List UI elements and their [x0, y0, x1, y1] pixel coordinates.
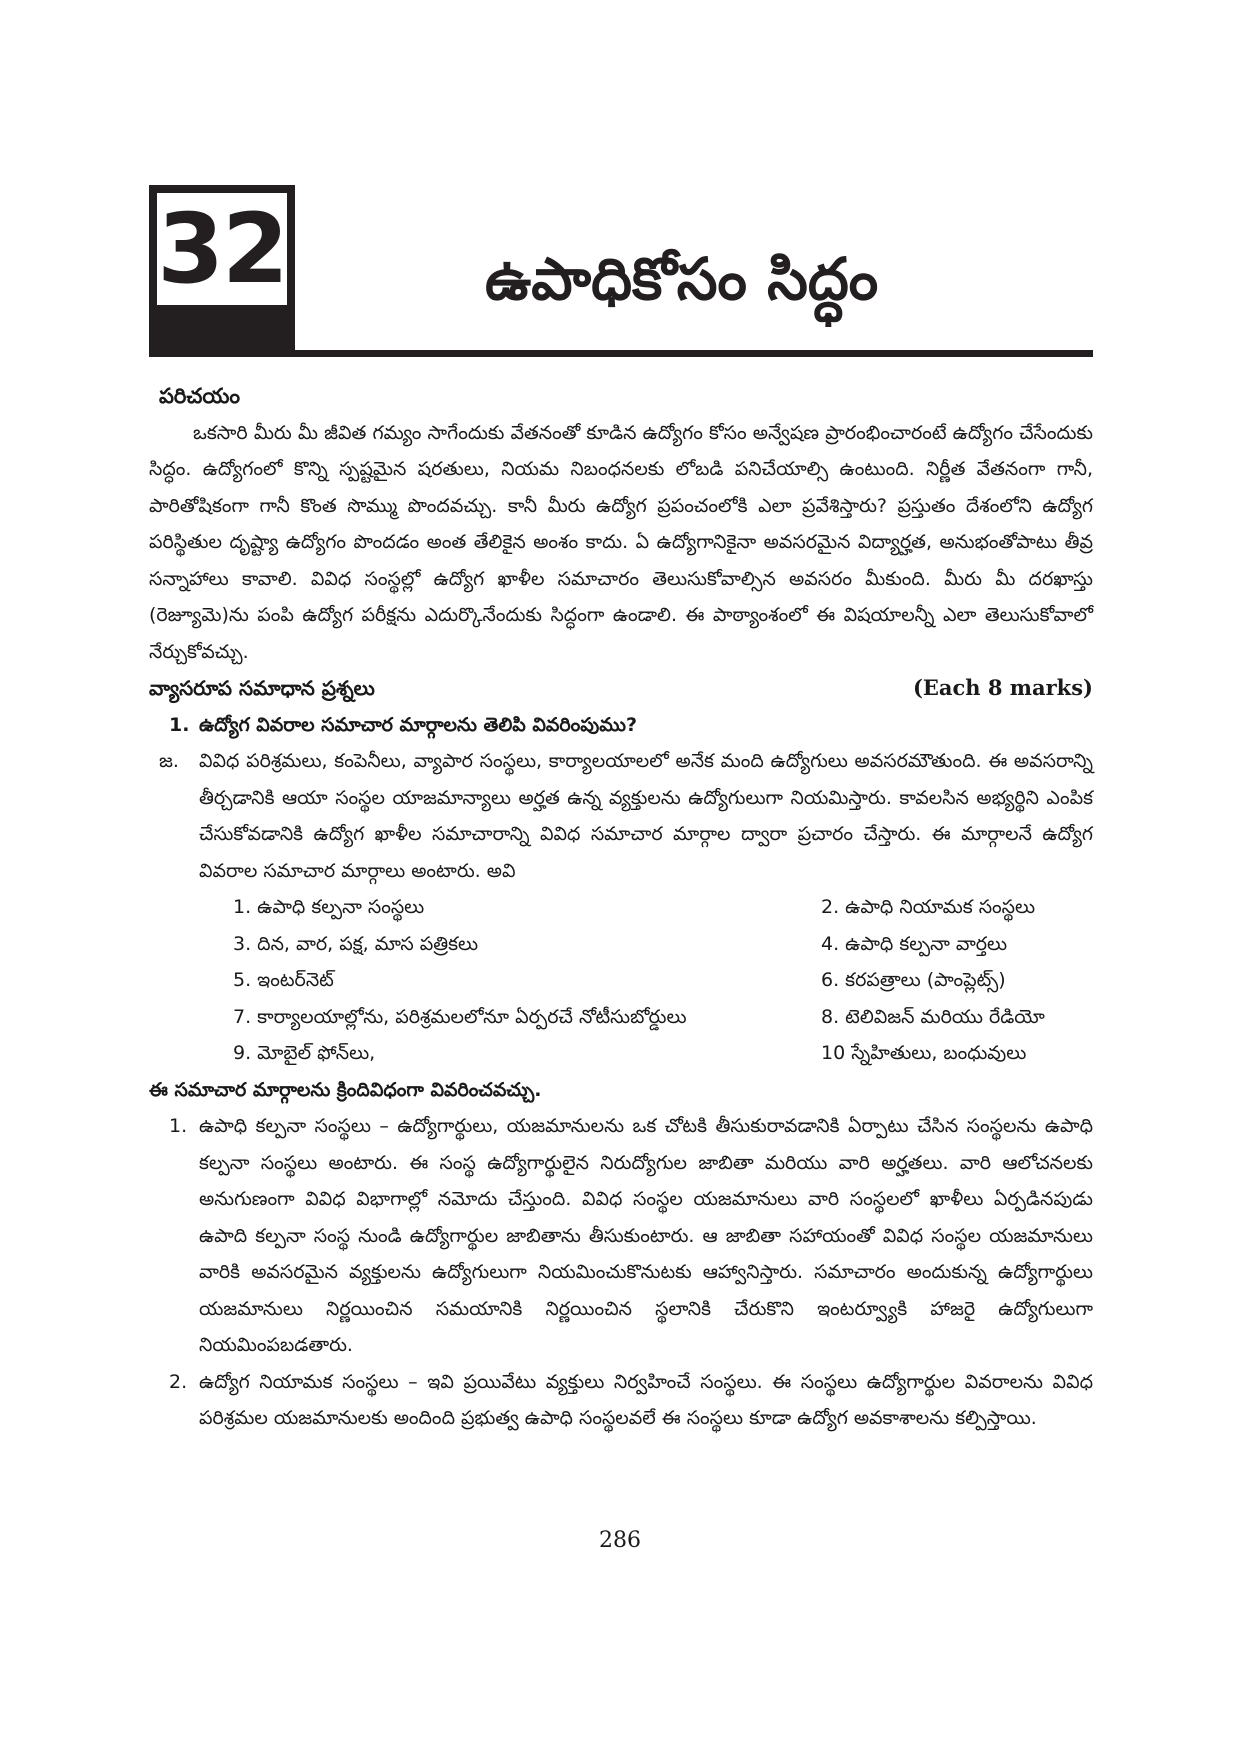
explanation-item-text: ఉపాధి కల్పనా సంస్థలు – ఉద్యోగార్థులు, యజమానులను ఒక చోటకి తీసుకురావడానికి ఏర్పాటు చేసిన సంస్థలను ఉపాధి కల్పనా సంస్థలు అంటారు. ఈ సంస్థ ఉద్యోగార్థులైన నిరుద్యోగుల జాబితా మరియు వారి అర్హతలు. వారి ఆలోచనలకు అనుగుణంగా వివిధ విభాగాల్లో నమోదు చేస్తుంది. వివిధ సంస్థల యజమానులు వారి సంస్థలలో ఖాళీలు ఏర్పడినపుడు ఉపాది కల్పనా సంస్థ నుండి ఉద్యోగార్థుల జాబితాను తీసుకుంటారు. ఆ జాబితా సహాయంతో వివిధ సంస్థల యజమానులు వారికి అవసరమైన వ్యక్తులను ఉద్యోగులుగా నియమించుకొనుటకు ఆహ్వానిస్తారు. సమాచారం అందుకున్న ఉద్యోగార్థులు యజమానులు నిర్ణయించిన సమయానికి నిర్ణయించిన స్థలానికి చేరుకొని ఇంటర్వ్యూకి హాజరై ఉద్యోగులుగా నియమింపబడతారు.: [199, 1115, 1093, 1356]
list-item: 8. టెలివిజన్ మరియు రేడియో: [821, 1005, 1045, 1028]
explanation-item-number: 2.: [169, 1370, 188, 1393]
header-rule: [149, 350, 1093, 357]
question-1-number: 1.: [169, 713, 190, 736]
page-number: 286: [599, 1528, 641, 1553]
intro-heading: పరిచయం: [159, 384, 240, 408]
chapter-title: ఉపాధికోసం సిద్ధం: [485, 245, 879, 313]
list-item: 3. దిన, వార, పక్ష, మాస పత్రికలు: [233, 932, 479, 955]
list-item: 2. ఉపాధి నియామక సంస్థలు: [821, 896, 1036, 918]
explanation-item-2: [149, 1364, 1093, 1437]
question-1: [149, 707, 1093, 744]
explanation-heading: ఈ సమాచార మార్గాలను క్రిందివిధంగా వివరించవచ్చు.: [149, 1078, 542, 1101]
explanation-item-text: ఉద్యోగ నియామక సంస్థలు – ఇవి ప్రయివేటు వ్యక్తులు నిర్వహించే సంస్థలు. ఈ సంస్థలు ఉద్యోగార్థుల వివరాలను వివిధ పరిశ్రమల యజమానులకు అందింది ప్రభుత్వ ఉపాధి సంస్థలవలే ఈ సంస్థలు కూడా ఉద్యోగ అవకాశాలను కల్పిస్తాయి.: [199, 1370, 1093, 1429]
list-item: 6. కరపత్రాలు (పాంప్లెట్స్): [821, 969, 1006, 991]
list-item: 9. మోబైల్ ఫోన్‌లు,: [233, 1042, 376, 1064]
chapter-number-frame: [157, 193, 287, 305]
question-1-text: ఉద్యోగ వివరాల సమాచార మార్గాలను తెలిపి వివరింపుము?: [199, 713, 637, 736]
explanation-item-number: 1.: [169, 1115, 188, 1137]
questions-section-header: [149, 670, 1093, 707]
main-content: [149, 378, 1093, 1437]
list-item: 10 స్నేహితులు, బంధువులు: [821, 1042, 1027, 1064]
list-item: 5. ఇంటర్‌నెట్: [233, 969, 334, 991]
answer-1: [149, 743, 1093, 889]
chapter-number: 32: [157, 193, 287, 305]
intro-paragraph: ఒకసారి మీరు మీ జీవిత గమ్యం సాగేందుకు వేతనంతో కూడిన ఉద్యోగం కోసం అన్వేషణ ప్రారంభించారంటే ఉద్యోగం చేసేందుకు సిద్ధం. ఉద్యోగంలో కొన్ని స్పష్టమైన షరతులు, నియమ నిబంధనలకు లోబడి పనిచేయాల్సి ఉంటుంది. నిర్ణీత వేతనంగా గానీ, పారితోషికంగా గానీ కొంత సొమ్ము పొందవచ్చు. కానీ మీరు ఉద్యోగ ప్రపంచంలోకి ఎలా ప్రవేశిస్తారు? ప్రస్తుతం దేశంలోని ఉద్యోగ పరిస్థితుల దృష్ట్యా ఉద్యోగం పొందడం అంత తేలికైన అంశం కాదు. ఏ ఉద్యోగానికైనా అవసరమైన విద్యార్హత, అనుభంతోపాటు తీవ్ర సన్నాహాలు కావాలి. వివిధ సంస్థల్లో ఉద్యోగ ఖాళీల సమాచారం తెలుసుకోవాల్సిన అవసరం మీకుంది. మీరు మీ దరఖాస్తు (రెజ్యూమె)ను పంపి ఉద్యోగ పరీక్షను ఎదుర్కొనేందుకు సిద్ధంగా ఉండాలి. ఈ పాఠ్యాంశంలో ఈ విషయాలన్నీ ఎలా తెలుసుకోవాలో నేర్చుకోవచ్చు.: [149, 421, 1093, 663]
questions-section-heading: వ్యాసరూప సమాధాన ప్రశ్నలు: [149, 676, 375, 700]
answer-label: జ.: [159, 750, 179, 772]
sources-list: [233, 889, 1093, 1072]
answer-1-text: వివిధ పరిశ్రమలు, కంపెనీలు, వ్యాపార సంస్థలు, కార్యాలయాలలో అనేక మంది ఉద్యోగులు అవసరమౌతుంది. ఈ అవసరాన్ని తీర్చడానికి ఆయా సంస్థల యాజమాన్యాలు అర్హత ఉన్న వ్యక్తులను ఉద్యోగులుగా నియమిస్తారు. కావలసిన అభ్యర్థిని ఎంపిక చేసుకోవడానికి ఉద్యోగ ఖాళీల సమాచారాన్ని వివిధ సమాచార మార్గాల ద్వారా ప్రచారం చేస్తారు. ఈ మార్గాలనే ఉద్యోగ వివరాల సమాచార మార్గాలు అంటారు. అవి: [199, 750, 1093, 882]
marks-label: (Each 8 marks): [912, 675, 1093, 700]
list-item: 4. ఉపాధి కల్పనా వార్తలు: [821, 932, 1008, 955]
chapter-number-box: [149, 185, 295, 355]
list-item: 1. ఉపాధి కల్పనా సంస్థలు: [233, 896, 425, 918]
list-item: 7. కార్యాలయాల్లోను, పరిశ్రమలలోనూ ఏర్పరచే నోటీసుబోర్డులు: [233, 1005, 687, 1028]
explanation-item-1: [149, 1108, 1093, 1364]
